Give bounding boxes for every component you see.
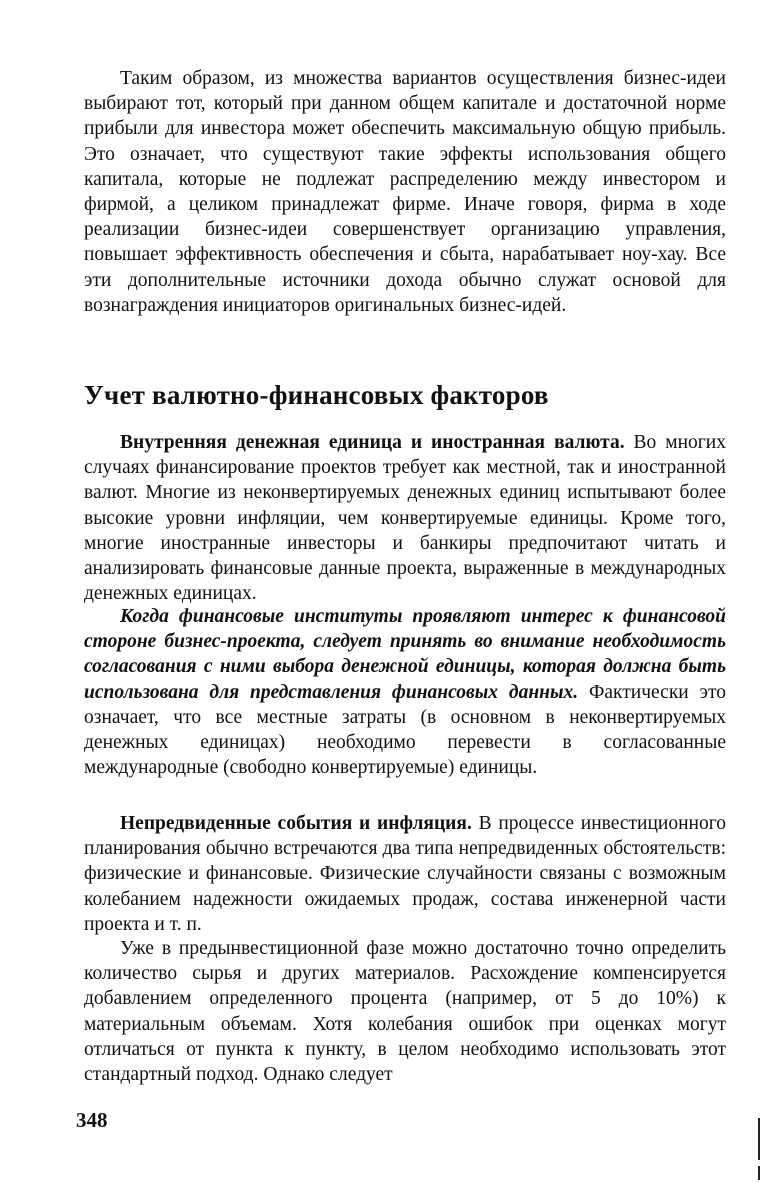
paragraph-pre-investment (84, 936, 726, 1087)
paragraph-financial-institutions (84, 604, 726, 780)
paragraph-body (84, 604, 726, 780)
paragraph-text: Уже в предынвестиционной фазе можно достаточно точно определить количество сырья и других материалов. Расхождение компенсируется добавлением определенного процента (например, от 5 до 10%) к материальным объемам. Хотя колебания ошибок при оценках могут отличаться от пункта к пункту, в целом необходимо использовать этот стандартный подход. Однако следует (84, 938, 726, 1086)
paragraph-body (84, 811, 726, 937)
paragraph-body (84, 430, 726, 606)
paragraph-contingencies (84, 811, 726, 937)
paragraph-text: Во многих случаях финансирование проектов требует как местной, так и иностранной валют. Многие из неконвертируемых денежных единиц испытывают более высокие уровни инфляции, чем конвертируемые единицы. Кроме того, многие иностранные инвесторы и банкиры предпочитают читать и анализировать финансовые данные проекта, выраженные в международных денежных единицах. (84, 432, 726, 605)
paragraph-text: В процессе инвестиционного планирования обычно встречаются два типа непредвиденных обстоятельств: физические и финансовые. Физические случайности связаны с возможным колебанием надежности ожидаемых продаж, состава инженерной части проекта и т. п. (84, 813, 726, 935)
scan-edge-mark (758, 1166, 760, 1180)
paragraph-text: Таким образом, из множества вариантов осуществления бизнес-идеи выбирают тот, который при данном общем капитале и достаточной норме прибыли для инвестора может обеспечить максимальную общую прибыль. Это означает, что существуют такие эффекты использования общего капитала, которые не подлежат распределению между инвестором и фирмой, а целиком принадлежат фирме. Иначе говоря, фирма в ходе реализации бизнес-идеи совершенствует организацию управления, повышает эффективность обеспечения и сбыта, нарабатывает ноу-хау. Все эти дополнительные источники дохода обычно служат основой для вознаграждения инициаторов оригинальных бизнес-идей. (84, 68, 726, 316)
scan-edge-mark (758, 1118, 760, 1160)
paragraph-text: Фактически это означает, что все местные затраты (в основном в неконвертируемых денежных единицах) необходимо перевести в согласованные международные (свободно конвертируемые) единицы. (84, 681, 726, 779)
paragraph-currency (84, 430, 726, 606)
section-heading: Учет валютно-финансовых факторов (84, 380, 549, 410)
paragraph-lead-bold: Непредвиденные события и инфляция. (120, 813, 472, 834)
page-number: 348 (76, 1108, 108, 1132)
paragraph-lead-bold: Внутренняя денежная единица и иностранная валюта. (120, 432, 625, 453)
paragraph-profit-distribution (84, 66, 726, 318)
paragraph-lead-bold-italic: Когда финансовые институты проявляют интерес к финансовой стороне бизнес-проекта, следует принять во внимание необходимость согласования с ними выбора денежной единицы, которая должна быть использована для представления финансовых данных. (84, 606, 726, 703)
